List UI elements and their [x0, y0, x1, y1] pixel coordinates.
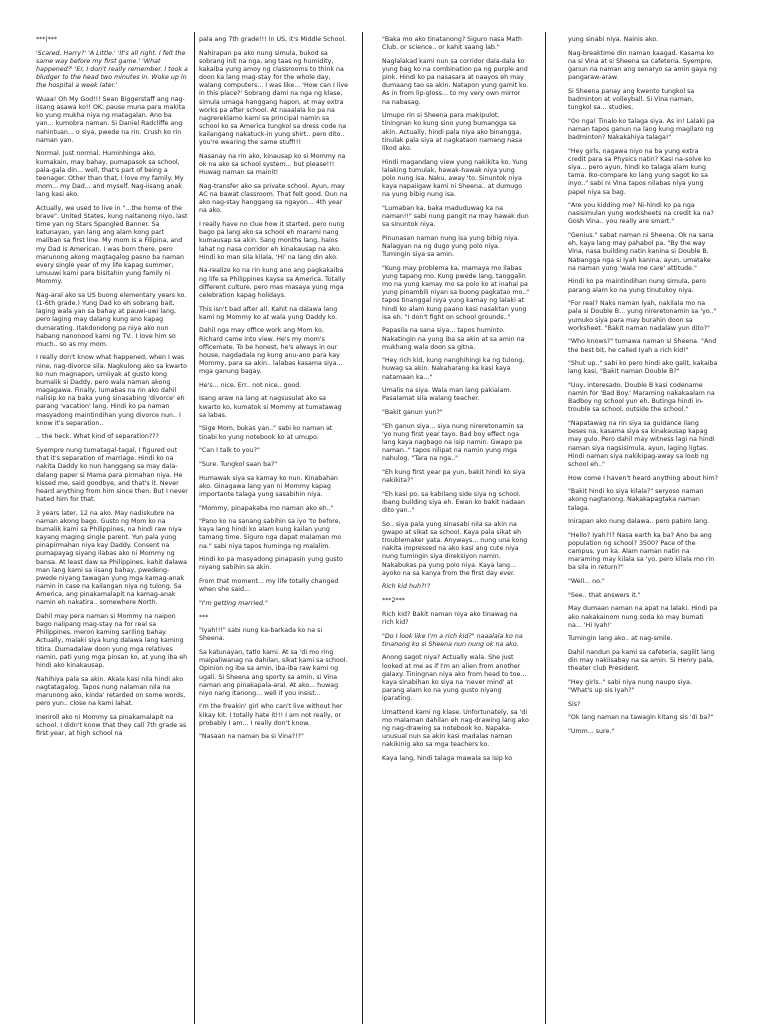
paragraph: Nag-breaktime din naman kaagad. Kasama ko na si Vina at si Sheena sa cafeteria. Syempre, ganun na naman ang senaryo sa amin gaya ng pangaraw-araw.: [568, 49, 717, 82]
paragraph: I'm the freakin' girl who can't live without her kikay kit. I totally hate it!!! I am not really, or probably I am... I really don't know.: [199, 703, 343, 727]
paragraph: "Ok lang naman na tawagin kitang sis 'di ba?": [568, 714, 714, 722]
paragraph: "Well... no.": [568, 578, 605, 586]
paragraph: "Sige Mom, bukas yan.." sabi ko naman at tinabi ko yung notebook ko at umupo.: [199, 425, 333, 441]
paragraph: Pinunasan naman nung isa yung bibig niya. Nalagyan na ng dugo yung polo niya. Tumingin siya sa amin.: [382, 234, 520, 259]
paragraph: "Hey girls.." sabi niya nung naupo siya. "What's up sis Iyah?": [568, 679, 692, 695]
paragraph: This isn't bad after all. Kahit na dalawa lang kami ng Mommy ko at wala yung Daddy ko.: [199, 305, 338, 321]
paragraph: From that moment... my life totally changed when she said...: [199, 578, 339, 594]
paragraph: Hindi ko pa maintindihan nung simula, pero parang alam ko na yung tinutukoy niya.: [568, 278, 706, 294]
paragraph: Hindi ko pa masyadong pinapasin yung gusto niyang sabihin sa akin.: [199, 556, 343, 572]
paragraph: He's... nice. Err.. not nice.. good.: [199, 381, 302, 389]
paragraph: "Are you kidding me? Ni-hindi ko pa nga nasisimulan yung worksheets na credit ka na? Gosh Vina.. you really are smart.": [568, 202, 714, 226]
paragraph: "Nasaan na naman ba si Vina?!?": [199, 733, 304, 741]
paragraph: Hindi magandang view yung nakikita ko. Yung lalaking tumulak, hawak-hawak niya yung polo nung isa. Naku, away 'to. Sinuntok niya kaya napaiigaw kami ni Sheena.. at dumugo na yung bibig nung isa.: [382, 158, 528, 199]
paragraph: "Lumaban ka, baka maduduwag ka na naman!!" sabi nung pangit na may hawak dun sa sinuntok niya.: [382, 204, 529, 229]
paragraph: Nag-transfer ako sa private school. Ayun, may AC na bawat classroom. That felt good. Dun na ako nag-stay hanggang sa ngayon... 4th year na ako.: [199, 183, 348, 215]
paragraph: "Eh kung first year pa yun, bakit hindi ko siya nakikita?": [382, 469, 526, 485]
paragraph: Nag-aral ako sa US buong elementary years ko. (1-6th grade.) Yung Dad ko eh sobrang bait, laging wala yan sa bahay at pauwi-uwi lang, pero laging may dalang kung ano kapag dumarating. Itakdondong pa niya ako nun habang nanonood kami ng TV.. I love him so much.. so as my mom.: [36, 291, 187, 348]
paragraph: Dahil may pera naman si Mommy na naipon bago nalipang mag-stay na for real sa Philippines, meron kaming sariling bahay. Actually, malaki siya kung dalawa lang kaming titira. Dumadalaw doon yung mga relatives namin, pati yung mga pinsan ko, at yung iba eh hindi ako kinakausap.: [36, 613, 188, 669]
paragraph: "Mommy, pinapakaba mo naman ako eh..": [199, 504, 334, 512]
paragraph: "Kung may problema ka, mamaya mo ilabas yung tapang mo. Kung pwede lang, tanggalin mo na yung kamay mo sa polo ko at inahal pa yung pinambili niyan sa buong pagkatao mo.." tapos tinanggal niya yung kamay ng lalaki at hindi ko alam kung paano kasi nasaktan yung isa eh. "I don't fight on school grounds..": [382, 264, 530, 321]
column-divider: [194, 32, 195, 1024]
paragraph: "Bakit ganun yun?": [382, 409, 443, 417]
paragraph: "Can I talk to you?": [199, 447, 260, 455]
paragraph: Naglalakad kami nun sa corridor dala-dala ko yung bag ko na combination pa ng purple and pink. Hindi ko pa nasasara at naayos eh may dumaang tao sa akin. Natapon yung gamit ko. As in from lip-gloss... to my very own mirror na nabasag.: [382, 57, 529, 106]
paragraph: May dumaan naman na apat na lalaki. Hindi pa ako nakakainom nung soda ko may bumati na... 'Hi Iyah!': [568, 605, 718, 629]
paragraph: "Napatawag na rin siya sa guidance ilang beses na, kasama siya sa kinakausap kapag may gulo. Pero dahil may witness lagi na hindi naman siya nagsisimula, ayun, laging ligtas. Hindi naman siya nakikipag-away sa loob ng school eh..": [568, 420, 715, 468]
paragraph: Sis?: [568, 700, 581, 708]
text-column-2: [199, 36, 348, 1020]
paragraph: "Oo nga! Tinalo ko talaga siya. As in! Lalaki pa naman tapos ganun na lang kung magilaro ng badminton? Nakakahiya talaga!": [568, 117, 715, 142]
text-column-1: [36, 36, 188, 1020]
paragraph: How come I haven't heard anything about him?: [568, 474, 718, 482]
text-column-3: [382, 36, 530, 1020]
paragraph: I really have no clue how it started, pero nung bago pa lang ako sa school eh marami nang kumausap sa akin. Sang months lang, halos lahat ng nasa corridor eh kinakausap na ako. Hindi ko man sila kilala, 'Hi' na lang din ako.: [199, 221, 345, 261]
paragraph: So.. siya pala yung sinasabi nila sa akin na gwapo at sikat sa school. Kaya pala sikat eh troublemaker yata. Anyways... nung una kong nakita impressed na ako kasi ang cute niya nung tumingin siya direksiyon namin. Nakabukas pa yung polo niya. Kaya lang... ayoko na sa kanya from the first day ever.: [382, 520, 528, 577]
paragraph: "I'm getting married.": [199, 599, 268, 607]
paragraph: Dahil nandun pa kami sa cafeteria, sagilit lang din may nakiisabay na sa amin. Si Henry pala, theater club President.: [568, 649, 715, 673]
paragraph: I really don't know what happened, when I was nine, nag-divorce sila. Nagkulong ako sa kwarto ko nun magnapon, umiiyak at gusto kong bumalik si Daddy, pero wala naman akong magagawa. Finally, lumabas na rin ako dahil nalisip ko na baka yung sinasabing 'divorce' eh parang 'vacation' lang. Hindi ko pa naman masyadong maintindihan yung divorce nun.. I know it's separation..: [36, 354, 187, 427]
paragraph: Actually, we used to live in "...the home of the brave". United States, kung naitanong niyo, last time yan ng Stars Spangled Banner. Sa katunayan, yan lang ang alam kong part maliban sa first line. My mom is a Filipina, and my Dad is American. I was born there, pero marunong akong magtagalog pasno ba naman every single year of my life kapag summer, umuuwi kami para bisitahin yung family ni Mommy.: [36, 204, 188, 286]
paragraph: "Bakit hindi ko siya kilala?" seryoso naman akong nagtanong. Nakakapagtaka naman talaga.: [568, 488, 704, 512]
paragraph: "Eh kasi po, sa kabilang side siya ng school. Ibang building siya eh. Ewan ko bakit nadaan dito yan..": [382, 490, 525, 515]
paragraph: 'Scared, Harry?' 'A Little.' 'It's all right. I felt the same way before my first game.' 'What happened?' 'Er, I don't really remember. I took a bludger to the head two minutes in. Woke up in the hospital a week later.': [36, 49, 188, 90]
paragraph: Humawak siya sa kamay ko nun. Kinabahan ako. Ginagawa lang yan ni Mommy kapag importante talaga yung sasabihin niya.: [199, 474, 338, 498]
paragraph: "Hey rich kid, kung nanghihingi ka ng tulong, huwag sa akin. Nakaharang ka kasi kaya natamaan ka...": [382, 357, 525, 381]
paragraph: Inenroll ako ni Mommy sa pinakamalapit na school. I didn't know that they call 7th grade as first year, at high school na: [36, 713, 187, 738]
paragraph: "Shut up.." sabi ko pero hindi ako galit, kakaiba lang kasi, "Bakit naman Double B?": [568, 360, 718, 376]
paragraph: "Pano ko na sanang sabihin sa iyo 'to before, kaya lang hindi ko alam kung kailan yung tamang time. Siguro nga dapat malaman mo na." sabi niya tapos huminga ng malalim.: [199, 518, 342, 550]
paragraph: Si Sheena panay ang kwento tungkol sa badminton at volleyball. Si Vina naman, tungkol sa... studies.: [568, 87, 695, 112]
paragraph: "Sure. Tungkol saan ba?": [199, 460, 278, 468]
paragraph: Kaya lang, hindi talaga mawala sa isip ko: [382, 755, 513, 763]
paragraph: "See.. that answers it.": [568, 591, 641, 599]
paragraph: Sa katunayan, tatlo kami. At sa 'di mo ring maipaliwanag na dahilan, sikat kami sa school. Opinion ng iba sa amin, iba-iba raw kami ng ugali. Si Sheena ang sporty sa amin, si Vina naman ang pinakapala-aral. At ako... huwag niyo nang itanong... well if you insist...: [199, 649, 348, 697]
paragraph: "Hello? Iyah?!? Nasa earth ka ba? Ano ba ang population ng school? 3500? Pace of the campus, yun ka. Alam naman natin na maraming may kilala sa 'yo, pero kilala mo rin ba sila in return?": [568, 531, 715, 572]
paragraph: ***|***: [36, 36, 58, 43]
paragraph: ***: [199, 613, 209, 621]
paragraph: Inirapan ako nung dalawa.. pero pabiro lang.: [568, 518, 710, 526]
paragraph: Umattend kami ng klase. Unfortunately, sa 'di mo malaman dahilan eh nag-drawing lang ako ng nag-drawing sa notebook ko. Napaka-unusual nun sa akin kasi madalas naman nakikinig ako sa mga teachers ko.: [382, 708, 529, 749]
paragraph: Nahirapan pa ako nung simula, bukod sa sobrang init na nga, ang taas ng humidity, kakaiba yung amoy ng classrooms to think na doon ka lang mag-stay for the whole day, walang computers... I was like... 'How can I live in this place?' Sobrang dami na nga ng klase, simula umaga hanggang hapon, at may extra works pa after school. At naaalala ko pa na nagrereklamo kami sa principal namin sa school ko sa America tungkol sa dress code na kailangang nakatuck-in yung shirt.. pero dito.. you're wearing the same stuff!!!: [199, 49, 348, 147]
paragraph: Nahihiya pala sa akin. Akala kasi nila hindi ako nagtatagalog. Tapos nung nalaman nila na marunong ako, kinda' retarded on some words, pero yun.. close na kami lahat.: [36, 675, 186, 708]
column-divider: [545, 32, 546, 1024]
paragraph: Rich kid huh?!?: [382, 583, 431, 591]
paragraph: Tumingin lang ako.. at nag-smile.: [568, 635, 673, 643]
paragraph: Umupo rin si Sheena para makipulot, tiningnan ko kung sino yung bumangga sa akin. Actually, hindi pala niya ako binangga, tinulak pala siya at nagkataon namang nasa likod ako.: [382, 112, 523, 152]
paragraph: pala ang 7th grade!!! In US, it's Middle School.: [199, 36, 347, 43]
paragraph: "Eh ganun siya... siya nung nireretonamin sa 'yo nung first year tayo. Bad boy effect nga lang kaya nagbago na isip namin. Gwapo pa naman.." tapos nilipat na namin yung mga nahulog. "Tara na nga..": [382, 422, 524, 463]
paragraph: .. the heck. What kind of separation???: [36, 433, 159, 441]
column-divider: [362, 32, 363, 1024]
paragraph: Rich kid? Bakit naman niya ako tinawag na rich kid?: [382, 610, 518, 626]
paragraph: Dahil nga may office work ang Mom ko, Richard came into view. He's my mom's officemate. To be honest, he's always in our house, nagdadala ng kung anu-ano para kay Mommy, para sa akin.. lalabas kasama siya... mga ganung bagay.: [199, 327, 343, 376]
paragraph: "Hey girls, nagawa niyo na ba yung extra credit para sa Physics natin? Kasi na-solve ko siya... pero ayun, hindi ko talaga alam kung tama. Iko-compare ko lang yung sagot ko sa inyo.." sabi ni Vina tapos nilabas niya yung papel niya sa bag.: [568, 147, 711, 196]
paragraph: Syempre nung tumatagal-tagal, I figured out that it's separation of marriage. Hindi ko na nakita Daddy ko nun hanggang sa may dala-dalang paper si Mama para pirmahan niya. He kissed me, said goodbye, and that's it. Never heard anything from him since then. But I never hated him for that.: [36, 447, 188, 503]
paragraph: "Genius." sabat naman ni Sheena. Ok na sana eh, kaya lang may pahabol pa. "By the way Vina, nasa building natin kanina si Double B. Nabangga nga si Iyah kanina, ayun, umatake na naman yung 'wala me care' attitude.": [568, 232, 714, 272]
paragraph: 3 years later, 12 na ako. May nadiskubre na naman akong bago. Gusto ng Mom ko na bumalik kami sa Philippines, na hindi raw niya kayang maging single parent. Yun pala yung pinapirmahan niya kay Daddy. Consent na pumapayag siyang ilabas ako ni Mommy ng bansa. At least daw sa Philippines, kahit dalawa man lang kami sa iisang bahay, pwedeng-pwede niyang tawagan yung mga kamag-anak namin in case na kailangan niya ng tulong. Sa America, ang pinakamalapit na kamag-anak namin eh nakatira.. somewhere North.: [36, 509, 188, 607]
paragraph: Papasila na sana siya... tapos huminto. Nakatingin na yung iba sa akin at sa amin na mukhang wala doon sa gitna.: [382, 327, 525, 351]
paragraph: yung sinabi niya. Nainis ako.: [568, 36, 659, 43]
paragraph: Nasanay na rin ako, kinausap ko si Mommy na ok na ako sa school system... but please!!! Huwag naman sa mainit!: [199, 153, 346, 177]
paragraph: "For real? Naks naman Iyah, nakilala mo na pala si Double B... yung nireretonamin sa 'yo.." yumuko siya para may burahin doon sa worksheet. "Bakit naman nadalaw yun dito?": [568, 300, 717, 332]
paragraph: Wuaa! Oh My God!!! Sean Biggerstaff ang nag-iisang asawa ko!! OK, pause muna para makita ko yung mukha niya ng matagalan. Ano ba yan... kumobra naman. Si Daniel Radcliffe ang nahintuan... o siya, pwede na rin. Crush ko rin naman yan.: [36, 95, 186, 144]
text-column-4: [568, 36, 718, 1020]
paragraph: Anong sagot niya? Actually wala. She just looked at me as if I'm an alien from another galaxy. Tiningnan niya ako from head to toe... kaya sinabihan ko siya na 'never mind' at parang alam ko na yung gusto niyang iparating.: [382, 654, 527, 703]
paragraph: Umalis na siya. Wala man lang pakialam. Pasalamat sila walang teacher.: [382, 387, 512, 403]
paragraph: Normal. Just normal. Huminhinga ako, kumakain, may bahay, pumapasok sa school, pala-gala din... well, that's part of being a teenager. Other than that, I love my family. My mom... my Dad... and myself. Nag-iisang anak lang kasi ako.: [36, 150, 184, 199]
paragraph: "Umm... sure.": [568, 728, 615, 736]
paragraph: ***2***: [382, 597, 405, 605]
paragraph: Na-realize ko na rin kung ano ang pagkakaiba ng life sa Philippines kaysa sa America. Totally different culture, pero mas masaya yung mga celebration kapag holidays.: [199, 267, 346, 299]
paragraph: Isang araw na lang at nagsusulat ako sa kwarto ko, kumatok si Mommy at tumatawag sa labas.: [199, 395, 342, 419]
paragraph: "Do I look like I'm a rich kid?" naaalala ko na tinanong ko si Sheena nun nung ok na ako.: [382, 632, 523, 648]
paragraph: "Iyah!!!" sabi nung ka-barkada ko na si Sheena.: [199, 627, 323, 643]
paragraph: "Baka mo ako tinatanong? Siguro nasa Math Club, or science.. or kahit saang lab.": [382, 36, 522, 52]
paragraph: "Uuy, interesado. Double B kasi codename namin for 'Bad Boy.' Maraming nakakaalam na Badboy ng school yun eh. Butinga hindi in-trouble sa school, outside the school.": [568, 381, 715, 414]
paragraph: "Who knows?" tumawa naman si Sheena. "And the best bit, he called Iyah a rich kid!": [568, 338, 717, 354]
